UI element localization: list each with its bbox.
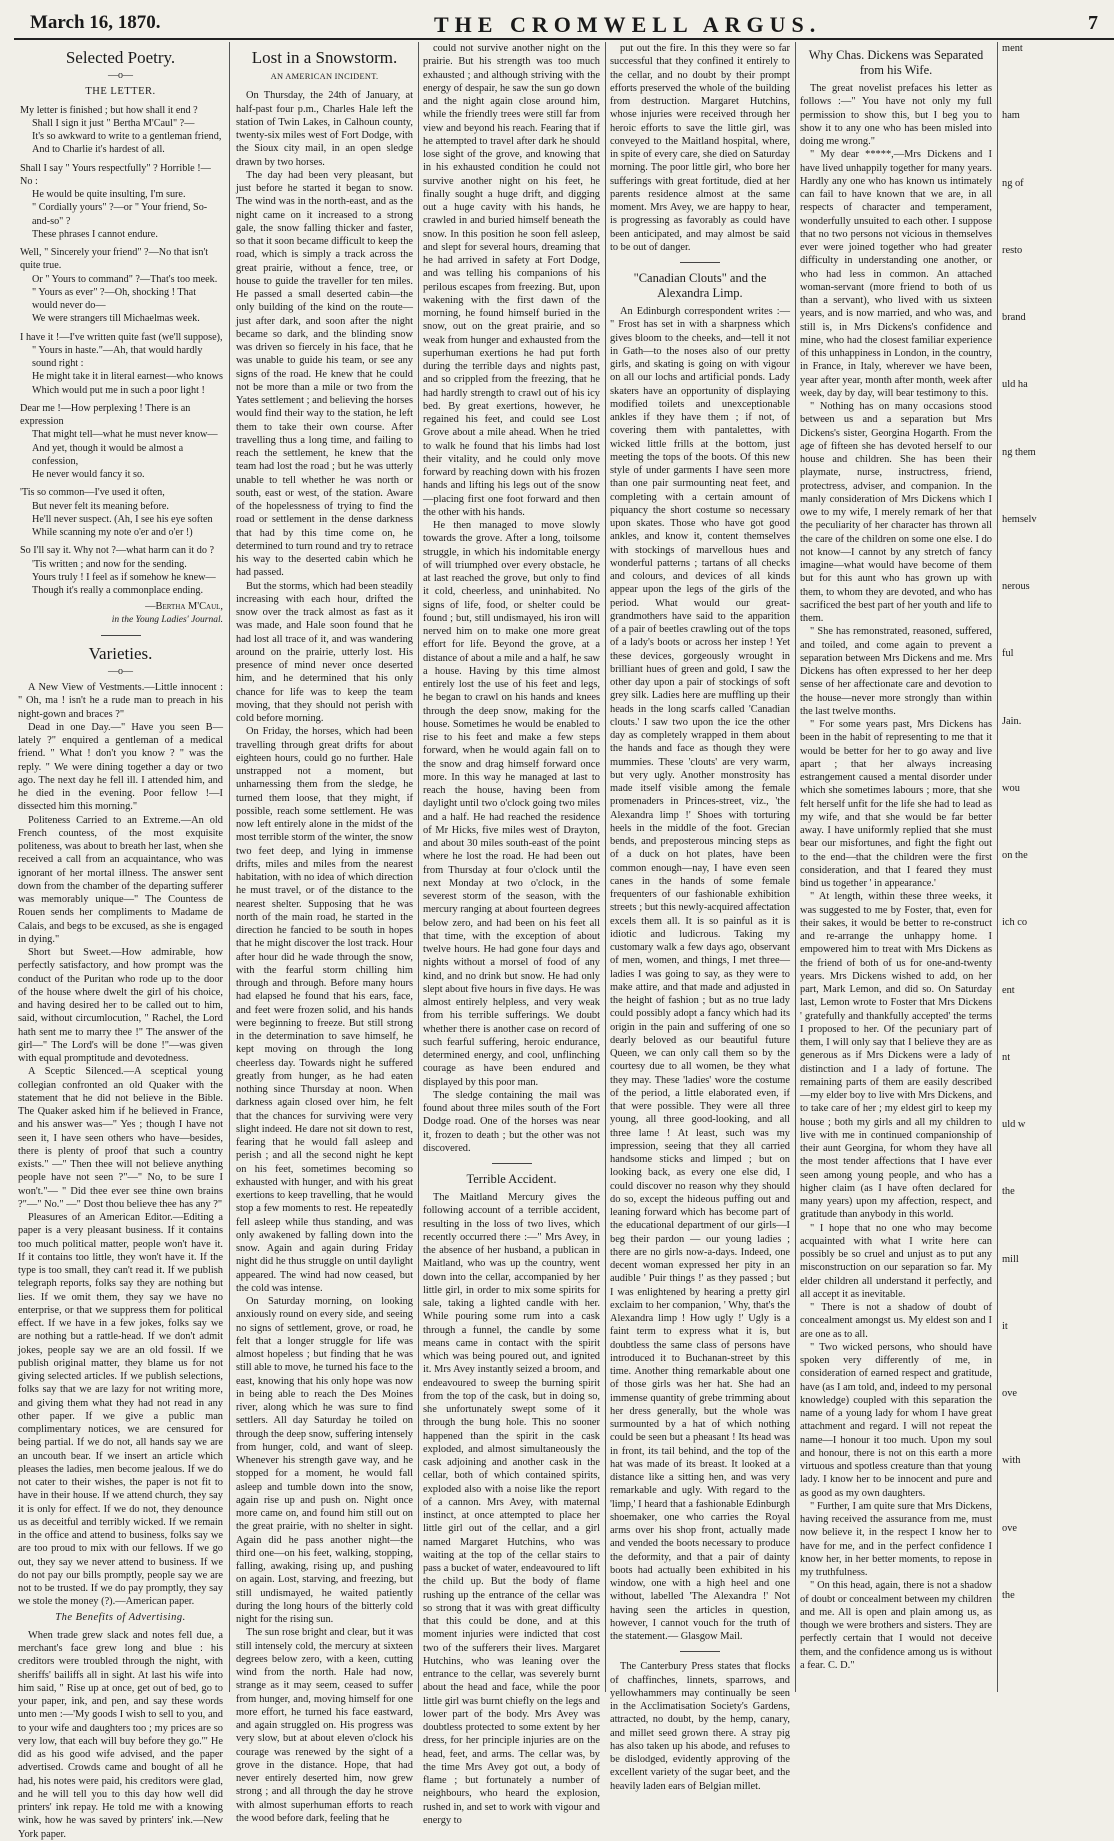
text-fragment: ment [1002,43,1023,54]
text-fragment: the [1002,1186,1015,1198]
column-3 [423,42,600,1826]
text-fragment: wou [1002,782,1020,794]
canterbury-press-paragraph: The Canterbury Press states that flocks of chaffinches, linnets, sparrows, and yellowhammers may continually be seen in the Acclimatisation Society's Gardens, attracted, no doubt, by the hemp, canary, and millet seed grown there. A stray pig has also taken up his abode, and refuses to be dislodged, evidently approving of the excellent variety of the sugar beet, and the heavily laden ears of Belgian millet. [610,1661,790,1792]
divider [680,1651,720,1652]
canadian-clouts-heading: "Canadian Clouts" and the Alexandra Limp. [633,271,767,300]
article-paragraph: The Maitland Mercury gives the following account of a terrible accident, resulting in the loss of two lives, which recently occurred there :—" Mrs Avey, in the absence of her husband, a publican in Maitland, who was up the country, went down into the cellar, accompanied by her little girl, in order to mix some spirits for sale, taking a lighted candle with her. While pouring some rum into a cask through a funnel, the candle by some means came in contact with the spirit which was being poured out, and ignited it. Mrs Avey instantly seized a broom, and endeavoured to sweep the burning spirit from the top of the cask, but in doing so, she unfortunately swept some of it through the bung hole. This no sooner happened than the spirit in the cask exploded, and almost simultaneously the cask adjoining and another cask in the cellar, both of which contained spirits, exploded also with a noise like the report of a cannon. Mrs Avey, with maternal instinct, at once attempted to place her little girl out of the cellar, and a girl named Margaret Hutchins, who was waiting at the top of the cellar stairs to pass a bucket of water, endeavoured to lift the child up. But the body of flame rushing up the entrance of the cellar was so strong that it was with great difficulty that this could be done, and at this moment injuries were indicted that cost two of the sufferers their lives. Margaret Hutchins, who was leaning over the entrance to the cellar, was severely burnt about the head and face, while the poor little girl was burnt chiefly on the legs and lower part of the body. Mrs Avey was doubtless protected to some extent by her dress, for her principle injuries are on the head, feet, and arms. The cellar was, by the time Mrs Avey got out, a body of flame ; but fortunately a number of neighbours, who heard the explosion, rushed in, and set to work with vigour and energy to [423,1192,600,1826]
text-fragment: ng them [1002,446,1036,458]
text-fragment: the [1002,1589,1015,1601]
benefits-title: The Benefits of Advertising. [55,1611,186,1623]
text-fragment: hemselv [1002,513,1037,525]
column-5 [800,42,992,1692]
poem-line: It's so awkward to write to a gentleman friend, [32,131,222,142]
column-rule [229,42,230,1692]
divider [492,1163,532,1164]
newspaper-title: THE CROMWELL ARGUS. [434,12,822,37]
article-paragraph: " I hope that no one who may become acquainted with what I write here can possibly be so cruel and unjust as to put any misconstruction on our separation so far. My elder children all understand it perfectly, and all accept it as inevitable. [800,1222,992,1300]
text-fragment: mill [1002,1253,1019,1265]
poem-line: Yours truly ! I feel as if somehow he knew— [32,571,216,583]
ornament: —o— [108,70,133,81]
poem-line: But never felt its meaning before. [32,500,169,512]
lost-in-snowstorm-heading: Lost in a Snowstorm. [251,48,398,67]
poem-body [18,104,223,598]
terrible-accident-heading: Terrible Accident. [466,1172,557,1186]
variety-item: A Sceptic Silenced.—A sceptical young collegian confronted an old Quaker with the statement that he did not believe in the Bible. The Quaker asked him if he believed in France, and his answer was—" Yes ; though I have not seen it, I have seen others who have—besides, there is plenty of proof that such a country exists." —" Then thee will not believe anything people have not seen ?"—" No, to be sure I won't."— " Did thee ever see thine own brains ?"—" No." —" Dost thou believe thee has any ?" [18,1066,223,1210]
poem-line: " Yours in haste."—Ah, that would hardly sound right : [32,344,203,369]
article-paragraph: " At length, within these three weeks, it was suggested to me by Foster, that, even for their sakes, it would be better to re-construct and re-arrange the unhappy home. I empowered him to treat with Mrs Dickens as the friend of both of us for one-and-twenty years. Mrs Dickens wished to add, on her part, Mark Lemon, and did so. On Saturday last, Lemon wrote to Foster that Mrs Dickens ' gratefully and thankfully accepted' the terms I proposed to her. Of the pecuniary part of them, I will only say that I believe they are as generous as if Mrs Dickens were a lady of distinction and I a lady of fortune. The remaining parts of them are easily described—my elder boy to live with Mrs Dickens, and to take care of her ; my eldest girl to keep my house ; both my girls and all my children to live with me in continued companionship of their aunt Georgina, for whom they have all the most tender affections that I have ever seen among young people, and who has a higher claim (as I have often declared for many years) upon my affection, respect, and gratitude than anybody in this world. [800,891,992,1221]
column-rule [418,42,419,1692]
poem-line: He might take it in literal earnest—who knows [32,371,223,383]
text-fragment: uld ha [1002,379,1028,391]
poem-line: Shall I say " Yours respectfully" ? Horrible !—No : [20,162,211,187]
divider [101,635,141,636]
text-fragment: ove [1002,1388,1018,1399]
snowstorm-continued [423,42,600,1155]
article-paragraph: " There is not a shadow of doubt of concealment amongst us. My eldest son and I are one as to all. [800,1302,992,1340]
article-paragraph: The great novelist prefaces his letter as follows :—" You have not only my full permission to show this, but I beg you to show it to any one who has been misled into doing me wrong." [800,83,992,147]
text-fragment: Jain. [1002,715,1022,727]
poem-line: Shall I sign it just " Bertha M'Caul" ?— [32,117,195,129]
ornament: —o— [108,665,133,677]
text-fragment: ng of [1002,177,1024,189]
article-paragraph: " She has remonstrated, reasoned, suffered, and toiled, and come again to prevent a separation between Mrs Dickens and me. Mrs Dickens has often expressed to her her deep sense of her affectionate care and devotion to the house—never more strongly than within the last twelve months. [800,626,992,717]
poem-source: in the Young Ladies' Journal. [111,614,223,625]
variety-item: A New View of Vestments.—Little innocent : " Oh, ma ! isn't he a rude man to preach in his night-gown and braces ?" [18,682,223,720]
text-fragment: ful [1002,648,1014,660]
text-fragment: nt [1002,1051,1011,1063]
column-rule [605,42,606,1692]
text-fragment: brand [1002,312,1026,323]
article-paragraph: could not survive another night on the prairie. But his strength was too much exhausted ; and although striving with the energy of despair, he saw the sun go down and the night again close around him, while the friendly trees were still far from view and beyond his reach. Fearing that if he attempted to travel after dark he should lose sight of the grove, and knowing that in his exhausted condition he could not survive another night on his feet, he finally sought a huge drift, and digging out a huge cavity with his hands, he crawled in and buried himself beneath the snow. In this position he soon fell asleep, and slept for several hours, dreaming that he had arrived in safety at Fort Dodge, and was telling his companions of his perilous escapes from freezing. But, upon wakening with the first dawn of the morning, he found himself buried in the snow, out on the great prairie, and so weak from hunger and exhausted from the superhuman exertions he had put forth during the terrible days and nights past, and so crippled from the freezing, that he had hardly strength to crawl out of his icy bed. By great exertions, however, he regained his feet, and could see Lost Grove about a mile ahead. When he tried to walk he found that his limbs had lost their vitality, and he could only move forward by reaching down with his frozen hands and lifting his legs out of the snow—placing first one foot forward and then the other with his hands. [423,43,600,518]
issue-date: March 16, 1870. [30,12,161,33]
article-paragraph: On Saturday morning, on looking anxiously round on every side, and seeing no signs of settlement, grove, or road, he felt that a longer struggle for life was almost hopeless ; but finding that he was still able to move, he turned his face to the east, knowing that his only hope was now in being able to reach the Des Moines river, along which he was sure to find settlers. All day Saturday he toiled on through the deep snow, suffering intensely from hunger, cold, and want of sleep. Whenever his strength gave way, and he stopped for a moment, he would fall asleep and tumble down into the snow, again rise up and push on. Night once more came on, and found him still out on the great prairie, with no shelter in sight. Again did he pass another night—the third one—on his feet, walking, stopping, falling, awaking, rising up, and pushing on again. Lost, starving, and freezing, but still undismayed, he waited patiently during the long hours of the bitterly cold night for the rising sun. [236,1296,413,1625]
divider [680,262,720,263]
article-paragraph: An Edinburgh correspondent writes :— " Frost has set in with a sharpness which gives bloom to the cheeks, and—tell it not in Gath—to the noses also of our pretty girls, and skating is going on with vigour on all our lochs and artificial ponds. Lady skaters have an opportunity of displaying modified toilets and unexceptionable ankles if they have them ; if not, of covering them with pantalettes, with wicked little frills at the bottom, just meeting the tops of the boots. Of this new style of under garments I have seen more than one pair surmounting neat feet, and completing with a certain amount of piquancy the short costume so necessary upon skates. Those who have got good ankles, and know it, content themselves with stockings of marvellous hues and wonderful patterns ; tartans of all checks and colours, and devices of all kinds appear upon the legs of the girls of the period. What would our great-grandmothers have said to the apparition of a pair of beetles crawling out of the tops of a lady's boots or across her instep ! Yet these devices, gorgeously wrought in brilliant hues of green and gold, I saw the other day upon a pair of stockings of soft grey silk. Ladies here are muffling up their heads in the long scarfs called 'Canadian clouts.' I saw two upon the ice the other day as completely wrapped in them about the hands and face as though they were mummies. These 'clouts' are very warm, but very ugly. Another monstrosity has made itself visible among the female promenaders in Princes-street, viz., 'the Alexandra limp !' Shoes with torturing heels in the middle of the foot. Grecian bends, and preposterous mincing steps as of a duck on hot plates, have been common enough—nay, I have even seen canes in the hands of some female frequenters of our fashionable exhibition streets ; but this newly-acquired affectation excels them all. It is so painful as it is idiotic and ludicrous. Taking my customary walk a few days ago, observant of men, women, and things, I met three—ladies I was going to say, as they were to make attire, and that made and adjusted in the height of fashion ; but as no true lady could possibly adopt a fancy which had its origin in the pain and suffering of one so dearly beloved as our beautiful future Queen, we can only call them so by the courtesy due to all women, be they what they may. These 'ladies' wore the costume of the period, a little elaborated even, if that were possible. They were all three young, all three good-looking, and all three lame ! At least, such was my impression, seeing that they all carried handsome sticks and limped ; but on looking back, as every one else did, I could discover no reason why they should do so, except the hideous puffing out and leaning forward which has become part of the educational department of our girls—I beg their pardon — our young ladies ; there are no girls now-a-days. Indeed, one decent woman expressed her pity in an audible ' Puir things !' as they passed ; but I was enlightened by hearing a pretty girl exclaim to her companion, ' Why, that's the Alexandra limp ! How ugly !' Ugly is a faint term to express what it is, but doubtless the same class of persons have introduced it to Buchanan-street by this time. Another thing remarkable about one of those girls was her hat. She had an immense quantity of grebe trimming about her dress generally, but the whole was surmounted by a hat of which nothing could be seen but a pheasant ! Its head was in front, its tail behind, and the top of the hat was made of its breast. It looked at a distance like a sitting hen, and was very remarkable and ugly. With regard to the 'limp,' I heard that a fashionable Edinburgh shoemaker, one who carries the Royal arms over his shop front, actually made and vended the boots necessary to produce the deformity, and that a pair of dainty boots had actually been exhibited in his window, one with a high heel and one without, labelled 'The Alexandra !' Not having seen the articles in question, however, I cannot vouch for the truth of the statement.— Glasgow Mail. [610,306,790,1642]
column-6-cutoff [1002,42,1110,1692]
variety-item: Short but Sweet.—How admirable, how perfectly satisfactory, and how prompt was the conduct of the Puritan who rode up to the door of the house where dwelt the girl of his choice, and having desired her to be called out to him, said, without circumlocution, " Rachel, the Lord hath sent me to marry thee !" The answer of the girl—" The Lord's will be done !"—was given with equal promptitude and devotedness. [18,947,223,1064]
snowstorm-body [236,89,413,1825]
article-paragraph: " On this head, again, there is not a shadow of doubt or concealment between my children and me. All is open and plain among us, as though we were brothers and sisters. They are perfectly certain that I would not deceive them, and the confidence among us is without a fear. C. D." [800,1580,992,1671]
poem-line: Or " Yours to command" ?—That's too meek. [32,273,218,285]
masthead [14,6,1114,40]
poem-line: I have it !—I've written quite fast (we'll suppose), [20,331,223,343]
text-fragment: ich co [1002,917,1028,929]
article-paragraph: " My dear *****,—Mrs Dickens and I have lived unhappily together for many years. Hardly any one who has known us intimately can fail to have known that we are, in all respects of character and temperament, wonderfully unsuited to each other. I suppose that no two persons not vicious in themselves ever were joined together who had greater difficulty in understanding one another, or who had less in common. An attached woman-servant (more friend to both of us than a servant), who lived with us sixteen years, and is now married, and who was, and still is, in Mrs Dickens's confidence and mine, who had the closest familiar experience of this unhappiness in London, in the country, in France, in Italy, wherever we have been, year after year, month after month, week after week, day by day, will bear testimony to this. [800,149,992,399]
poem-line: " Cordially yours" ?—or " Your friend, So-and-so" ? [32,202,208,227]
article-paragraph: " For some years past, Mrs Dickens has been in the habit of representing to me that it would be better for her to go away and live apart ; that her always increasing estrangement caused a mental disorder under which she sometimes labours ; more, that she felt herself unfit for the life she had to lead as my wife, and that she would be far better away. I have uniformly replied that she must bear our misfortunes, and fight the fight out to the end—that the children were the first consideration, and that I feared they must bind us together ' in appearance.' [800,719,992,889]
article-paragraph: But the storms, which had been steadily increasing with each hour, drifted the snow over the track almost as fast as it was made, and Hale soon found that he had lost all trace of it, and was wandering around on the prairie, utterly lost. His presence of mind never once deserted him, and he determined that his only chance for life was to keep the team moving, that they should not perish with cold before morning. [236,580,413,724]
accident-body [423,1191,600,1827]
poem-line: Though it's really a commonplace ending. [32,585,204,596]
poem-line: He'll never suspect. (Ah, I see his eye soften [32,513,213,525]
canadian-clouts-body [610,305,790,1643]
dickens-heading: Why Chas. Dickens was Separated from his Wife. [808,48,984,77]
column-rule [997,42,998,1692]
column-1 [18,42,223,1840]
varieties-body [18,681,223,1609]
column-2 [236,42,413,1824]
article-paragraph: The sledge containing the mail was found about three miles south of the Fort Dodge road. One of the horses was near it, frozen to death ; but the other was not discovered. [423,1089,600,1154]
article-paragraph: On Friday, the horses, which had been travelling through great drifts for about eighteen hours, could go no further. Hale unstrapped not a moment, but unharnessing them from the sledge, he turned them loose, that they might, if possible, reach some settlement. He was now left entirely alone in the midst of the most terrible storm of the winter, the snow two feet deep, and lying in immense drifts, miles and miles from the nearest habitation, with no idea of which direction he must travel, or of the distance to the nearest shelter. Supposing that he was north of the main road, he started in the direction he fancied to be south in hopes that he might discover the lost track. Hour after hour did he wade through the snow, with the fearful storm chilling him through and through. Before many hours had elapsed he found that his ears, face, and feet were frozen solid, and his hands were beginning to freeze. But still strong in the determination to save himself, he kept moving on through the long cheerless day. Towards night he suffered greatly from hunger, as he had eaten nothing since Thursday at noon. When darkness again closed over him, he felt that the chances for surviving were very slight indeed. He dare not sit down to rest, fearing that he would fall asleep and perish ; and all the second night he kept on his feet, sometimes becoming so exhausted with hunger, and with his great exertions to keep travelling, that he would stop a few moments to rest. He repeatedly fell asleep while thus standing, and was only awakened by falling down into the snow. Again and again during Friday night did he thus struggle on until daylight appeared. The wind had now ceased, but the cold was intense. [236,726,413,1294]
cutoff-fragments [1002,42,1110,1602]
poem-line: We were strangers till Michaelmas week. [32,313,200,325]
article-paragraph: put out the fire. In this they were so far successful that they confined it entirely to the cellar, and no doubt by their prompt efforts preserved the whole of the building from destruction. Margaret Hutchins, whose injuries were received through her heroic efforts to save the little girl, was conveyed to the Maitland hospital, where, in spite of every care, she died on Saturday morning. The poor little girl, who bore her sufferings with great fortitude, died at her parents residence almost at the same moment. Mrs Avey, we are happy to hear, is progressing as favorably as could have been anticipated, and may almost be said to be out of danger. [610,43,790,253]
article-paragraph: The day had been very pleasant, but just before he started it began to snow. The wind was in the north-east, and as the night came on it increased to a strong gale, the snow falling thicker and faster, so that it soon became difficult to keep the road, which is simply a track across the great prairie, without a fence, tree, or house to guide the traveller for ten miles. He passed a small deserted cabin—the only building of the kind on the route—just after dark, and soon after the night became so dark, and the blinding snow was driven so fiercely in his face, that he was unable to guide his team, or see any signs of the road. He knew that he could not be more than a mile or two from the Yates settlement ; and believing the horses would find their way to the station, he left them to take their own course. After travelling thus a long time, and failing to reach the settlement, he knew that the team had lost the road ; but he was utterly unable to tell whether he was north or south, east or west, of the station. Aware of the hopelessness of trying to find the road or settlement in the dense darkness that had by this time come on, he determined to turn round and try to retrace his way to the deserted cabin which he had passed. [236,169,413,579]
accident-continued [610,42,790,254]
benefits-text: When trade grew slack and notes fell due, a merchant's face grew long and blue : his creditors were troubled through the night, with sheriffs' bailiffs all in sight. At last his wife into him said, " Rise up at once, get out of bed, go to your paper, ink, and pen, and say these words unto men :—'My goods I wish to sell to you, and to your wife and daughters too ; my prices are so very low, that each will buy before they go.'" He did as his good wife advised, and the paper advertised. Crowds came and bought of all he had, his notes were paid, his creditors were glad, and he will tell you to this day how well did printers' ink repay. He told me with a knowing wink, how he was saved by printers' ink.—New York paper. [18,1629,223,1840]
text-fragment: uld w [1002,1119,1026,1130]
poem-line: 'Tis so common—I've used it often, [20,487,165,499]
text-fragment: with [1002,1455,1021,1467]
variety-item: Dead in one Day.—" Have you seen B— lately ?" enquired a gentleman of a medical friend. " What ! don't you know ? " was the reply. " We were dining together a day or two ago. The next day he fell ill. I attended him, and he died in the evening. Poor fellow !—I dissected him this morning." [18,721,223,813]
selected-poetry-heading: Selected Poetry. [65,48,176,67]
poem-line: So I'll say it. Why not ?—what harm can it do ? [20,545,215,557]
poem-signature: —Bertha M'Caul, [145,601,223,613]
dickens-body [800,82,992,1672]
article-paragraph: He then managed to move slowly towards the grove. After a long, toilsome struggle, in which his indomitable energy of will triumphed over every obstacle, he at last reached the grove, but only to find it cold, cheerless, and uninhabited. No signs of life, food, or shelter could be found ; but, still undismayed, his iron will nerved him on to make one more great effort for life. Beyond the grove, at a distance of about a mile and a half, he saw a house. Having by this time almost entirely lost the use of his feet and legs, he began to crawl on his hands and knees through the deep snow, making for the house. Sometimes he would be enabled to rise to his feet and make a few steps forward, when he would again fall on to the snow and drag himself forward once more. In this way he managed at last to reach the house, having been from daylight until two o'clock going two miles and a half. He had reached the residence of Mr Hicks, five miles west of Drayton, and about 30 miles south-east of the point where he lost the road. He had been out from Thursday at four o'clock until the next Monday at two o'clock, in the severest storm of the season, with the mercury ranging at about fourteen degrees below zero, and had been on his feet all that time, with the exception of about twelve hours. He had gone four days and nights without a morsel of food of any kind, and no drink but snow. He had only slept about five hours in five days. He was almost entirely helpless, and very weak from his terrible sufferings. We doubt whether there is another case on record of such fearful suffering, heroic endurance, determined energy, and cool, unflinching courage as have been endured and displayed by this poor man. [423,520,600,1088]
variety-item: Pleasures of an American Editor.—Editing a paper is a very pleasant business. If it contains too much political matter, people won't have it. If it contains too little, they won't have it. If the type is too small, they can't read it. If we publish telegraph reports, folks say they are nothing but lies. If we omit them, they say we have no enterprise, or that we suppress them for political effect. If we have in a few jokes, folks say we are nothing but a rattle-head. If we don't admit jokes, people say we are an old fossil. If we publish original matter, they blame us for not giving selected articles. If we publish selections, folks say that we are lazy for not writing more, and giving them what they had not read in any other paper. If we give a public man complimentary notices, we are censured for being partial. If we do not, all hands say we are an uncouth bear. If we insert an article which pleases the ladies, men become jealous. If we do not cater to their wishes, the paper is not fit to have in their house. If we attend church, they say it is only for effect. If we do not, they denounce us as deceitful and terribly wicked. If we remain in the office and attend to business, folks say we are too proud to mix with our fellows. If we go out, they say we never attend to business. If we do not pay our bills promptly, people say we are not to be trusted. If we do pay promptly, they say we stole the money (?).—American paper. [18,1212,223,1608]
text-fragment: it [1002,1320,1008,1332]
poem-line: While scanning my note o'er and o'er !) [32,527,193,538]
variety-item: Politeness Carried to an Extreme.—An old French countess, of the most exquisite politeness, was about to breath her last, when she received a call from an acquaintance, who was ignorant of her mortal illness. The answer sent down from the chamber of the departing sufferer was memorably unique—" The Countess de Rouen sends her compliments to Madame de Calais, and begs to be excused, as she is engaged in dying." [18,814,223,945]
poem-line: He would be quite insulting, I'm sure. [32,189,186,200]
poem-line: 'Tis written ; and now for the sending. [32,558,187,570]
poem-line: My letter is finished ; but how shall it end ? [20,104,198,116]
text-fragment: ham [1002,110,1020,122]
article-paragraph: " Two wicked persons, who should have spoken very differently of me, in consideration of earned respect and gratitude, have (as I am told, and, indeed to my personal knowledge) coupled with this separation the name of a young lady for whom I have great attachment and regard. I will not repeat the name—I honour it too much. Upon my soul and honour, there is not on this earth a more virtuous and spotless creature than that young lady. I know her to be innocent and pure and as good as my own daughters. [800,1341,992,1499]
text-fragment: resto [1002,244,1023,256]
article-paragraph: The sun rose bright and clear, but it was still intensely cold, the mercury at sixteen degrees below zero, with a keen, cutting wind from the north. Hale had now, strange as it may seem, ceased to suffer from hunger, and, moving himself for one more effort, he turned his face eastward, and again struggled on. His progress was very slow, but at about eleven o'clock his courage was renewed by the sight of a grove in the distance. Hope, that had never entirely deserted him, now grew strong ; and all through the day he strove with almost superhuman efforts to reach the wood before dark, feeling that he [236,1627,413,1824]
article-paragraph: On Thursday, the 24th of January, at half-past four p.m., Charles Hale left the station of Twin Lakes, in Calhoun county, twenty-six miles west of Fort Dodge, with the Sioux city mail, in an open sledge drawn by two horses. [236,90,413,168]
column-rule [795,42,796,1692]
article-paragraph: " Further, I am quite sure that Mrs Dickens, having received the assurance from me, must now believe it, in the respect I know her to have for me, and in the perfect confidence I know her, in her better moments, to repose in my truthfulness. [800,1500,992,1578]
poem-line: That might tell—what he must never know— [32,429,218,441]
text-fragment: on the [1002,850,1028,861]
poem-line: And yet, though it would be almost a confession, [32,442,184,467]
poem-line: He never would fancy it so. [32,469,145,480]
poem-line: Which would put me in such a poor light ! [32,384,205,396]
american-incident-subhead: AN AMERICAN INCIDENT. [270,72,379,81]
poem-line: Dear me !—How perplexing ! There is an expression [20,402,191,427]
page-number: 7 [1088,12,1098,34]
article-paragraph: " Nothing has on many occasions stood between us and a separation but Mrs Dickens's sister, Georgina Hogarth. From the age of fifteen she has devoted herself to our house and children. She has been their playmate, nurse, instructress, friend, protectress, adviser, and companion. In the manly consideration of Mrs Dickens which I owe to my wife, I merely remark of her that the peculiarity of her character has thrown all the care of the children on some one else. I do not know—I cannot by any stretch of fancy imagine—what would have become of them but for this aunt who has grown up with them, to whom they are devoted, and who has sacrificed the best part of her youth and life to them. [800,401,992,624]
text-fragment: ove [1002,1522,1018,1534]
poem-line: And to Charlie it's hardest of all. [32,144,165,156]
poem-line: " Yours as ever" ?—Oh, shocking ! That would never do— [32,286,197,311]
poem-line: These phrases I cannot endure. [32,228,158,240]
poem-title: THE LETTER. [85,86,156,98]
varieties-heading: Varieties. [88,643,153,663]
poem-line: Well, " Sincerely your friend" ?—No that isn't quite true. [20,247,209,272]
column-4 [610,42,790,1792]
text-fragment: nerous [1002,581,1030,592]
text-fragment: ent [1002,984,1015,996]
